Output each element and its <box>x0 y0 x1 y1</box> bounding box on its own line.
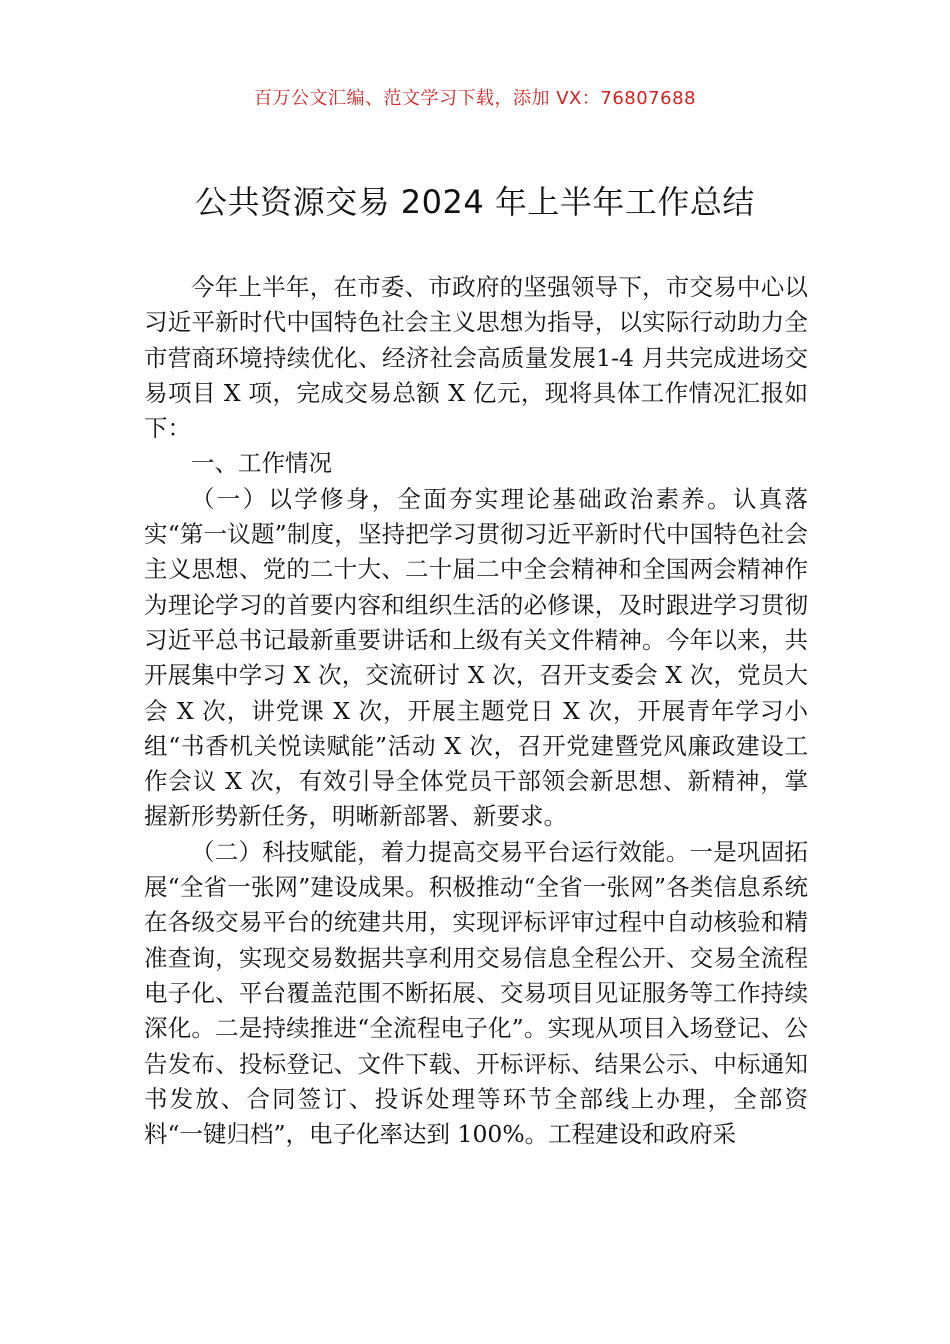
paragraph-technology: （二）科技赋能，着力提高交易平台运行效能。一是巩固拓展“全省一张网”建设成果。积极推动“全省一张网”各类信息系统在各级交易平台的统建共用，实现评标评审过程中自动核验和精准查询，实现交易数据共享利用交易信息全程公开、交易全流程电子化、平台覆盖范围不断拓展、交易项目见证服务等工作持续深化。二是持续推进“全流程电子化”。实现从项目入场登记、公告发布、投标登记、文件下载、开标评标、结果公示、中标通知书发放、合同签订、投诉处理等环节全部线上办理，全部资料“一键归档”，电子化率达到 100%。工程建设和政府采 <box>144 837 808 1149</box>
document-title: 公共资源交易 2024 年上半年工作总结 <box>195 183 755 221</box>
paragraph-intro: 今年上半年，在市委、市政府的坚强领导下，市交易中心以习近平新时代中国特色社会主义思想为指导，以实际行动助力全市营商环境持续优化、经济社会高质量发展1-4 月共完成进场交易项目 X 项，完成交易总额 X 亿元，现将具体工作情况汇报如下： <box>144 273 808 443</box>
paragraph-study: （一）以学修身，全面夯实理论基础政治素养。认真落实“第一议题”制度，坚持把学习贯彻习近平新时代中国特色社会主义思想、党的二十大、二十届二中全会精神和全国两会精神作为理论学习的首要内容和组织生活的必修课，及时跟进学习贯彻习近平总书记最新重要讲话和上级有关文件精神。今年以来，共开展集中学习 X 次，交流研讨 X 次，召开支委会 X 次，党员大会 X 次，讲党课 X 次，开展主题党日 X 次，开展青年学习小组“书香机关悦读赋能”活动 X 次，召开党建暨党风廉政建设工作会议 X 次，有效引导全体党员干部领会新思想、新精神，掌握新形势新任务，明晰新部署、新要求。 <box>144 484 808 831</box>
document-body <box>144 270 808 1152</box>
section-heading: 一、工作情况 <box>191 449 332 478</box>
header-notice: 百万公文汇编、范文学习下载，添加 VX：76807688 <box>254 88 696 109</box>
